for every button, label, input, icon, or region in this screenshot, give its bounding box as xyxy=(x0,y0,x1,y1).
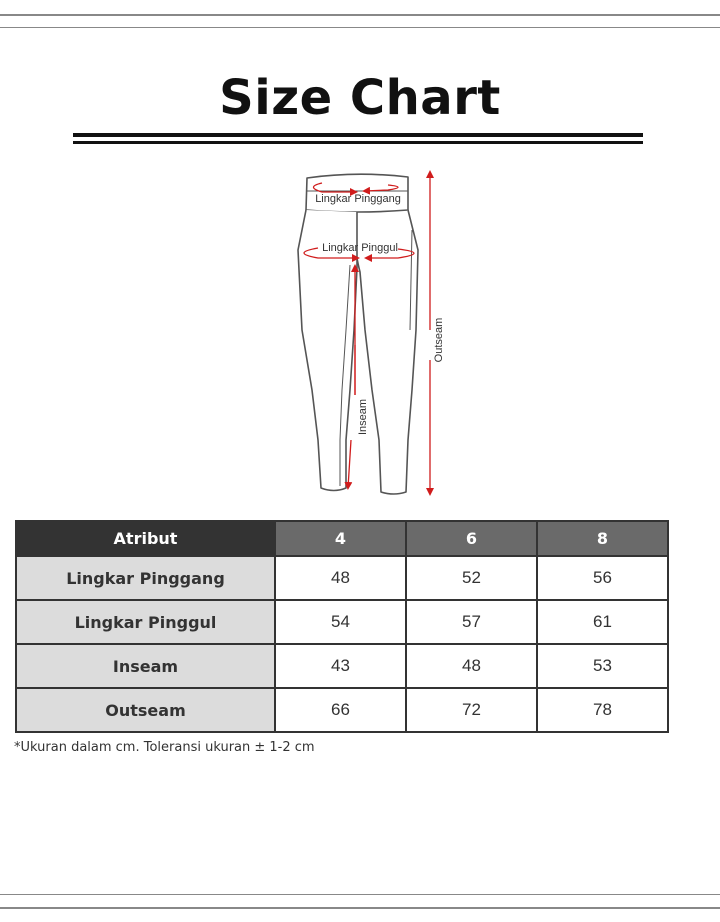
waist-label: Lingkar Pinggang xyxy=(315,193,401,205)
size-note: *Ukuran dalam cm. Toleransi ukuran ± 1-2 cm xyxy=(14,740,315,755)
header-size-6: 6 xyxy=(406,521,537,556)
page-title: Size Chart xyxy=(219,70,501,126)
table-row xyxy=(16,644,668,688)
bottom-border-line xyxy=(0,907,720,909)
table-cell: 53 xyxy=(537,644,668,688)
table-header-row xyxy=(16,521,668,556)
row-label: Inseam xyxy=(16,644,275,688)
title-rule-thin xyxy=(73,141,643,144)
top-border-line-inner xyxy=(0,27,720,28)
row-label: Lingkar Pinggul xyxy=(16,600,275,644)
leggings-diagram xyxy=(280,160,460,505)
table-cell: 43 xyxy=(275,644,406,688)
table-row xyxy=(16,600,668,644)
table-cell: 56 xyxy=(537,556,668,600)
title-rule-thick xyxy=(73,133,643,137)
table-cell: 52 xyxy=(406,556,537,600)
outseam-label: Outseam xyxy=(433,317,445,363)
inseam-arrow-bottom xyxy=(348,440,351,488)
table-cell: 54 xyxy=(275,600,406,644)
table-cell: 48 xyxy=(275,556,406,600)
top-border-line xyxy=(0,14,720,16)
table-cell: 61 xyxy=(537,600,668,644)
table-cell: 57 xyxy=(406,600,537,644)
row-label: Lingkar Pinggang xyxy=(16,556,275,600)
header-size-8: 8 xyxy=(537,521,668,556)
table-cell: 72 xyxy=(406,688,537,732)
size-table xyxy=(15,520,669,733)
header-size-4: 4 xyxy=(275,521,406,556)
header-attribute: Atribut xyxy=(16,521,275,556)
table-cell: 66 xyxy=(275,688,406,732)
leggings-outline xyxy=(298,174,418,494)
inseam-label: Inseam xyxy=(357,398,369,436)
table-cell: 78 xyxy=(537,688,668,732)
row-label: Outseam xyxy=(16,688,275,732)
bottom-border-line-inner xyxy=(0,894,720,895)
table-row xyxy=(16,556,668,600)
table-row xyxy=(16,688,668,732)
table-cell: 48 xyxy=(406,644,537,688)
hip-label: Lingkar Pinggul xyxy=(322,242,398,254)
